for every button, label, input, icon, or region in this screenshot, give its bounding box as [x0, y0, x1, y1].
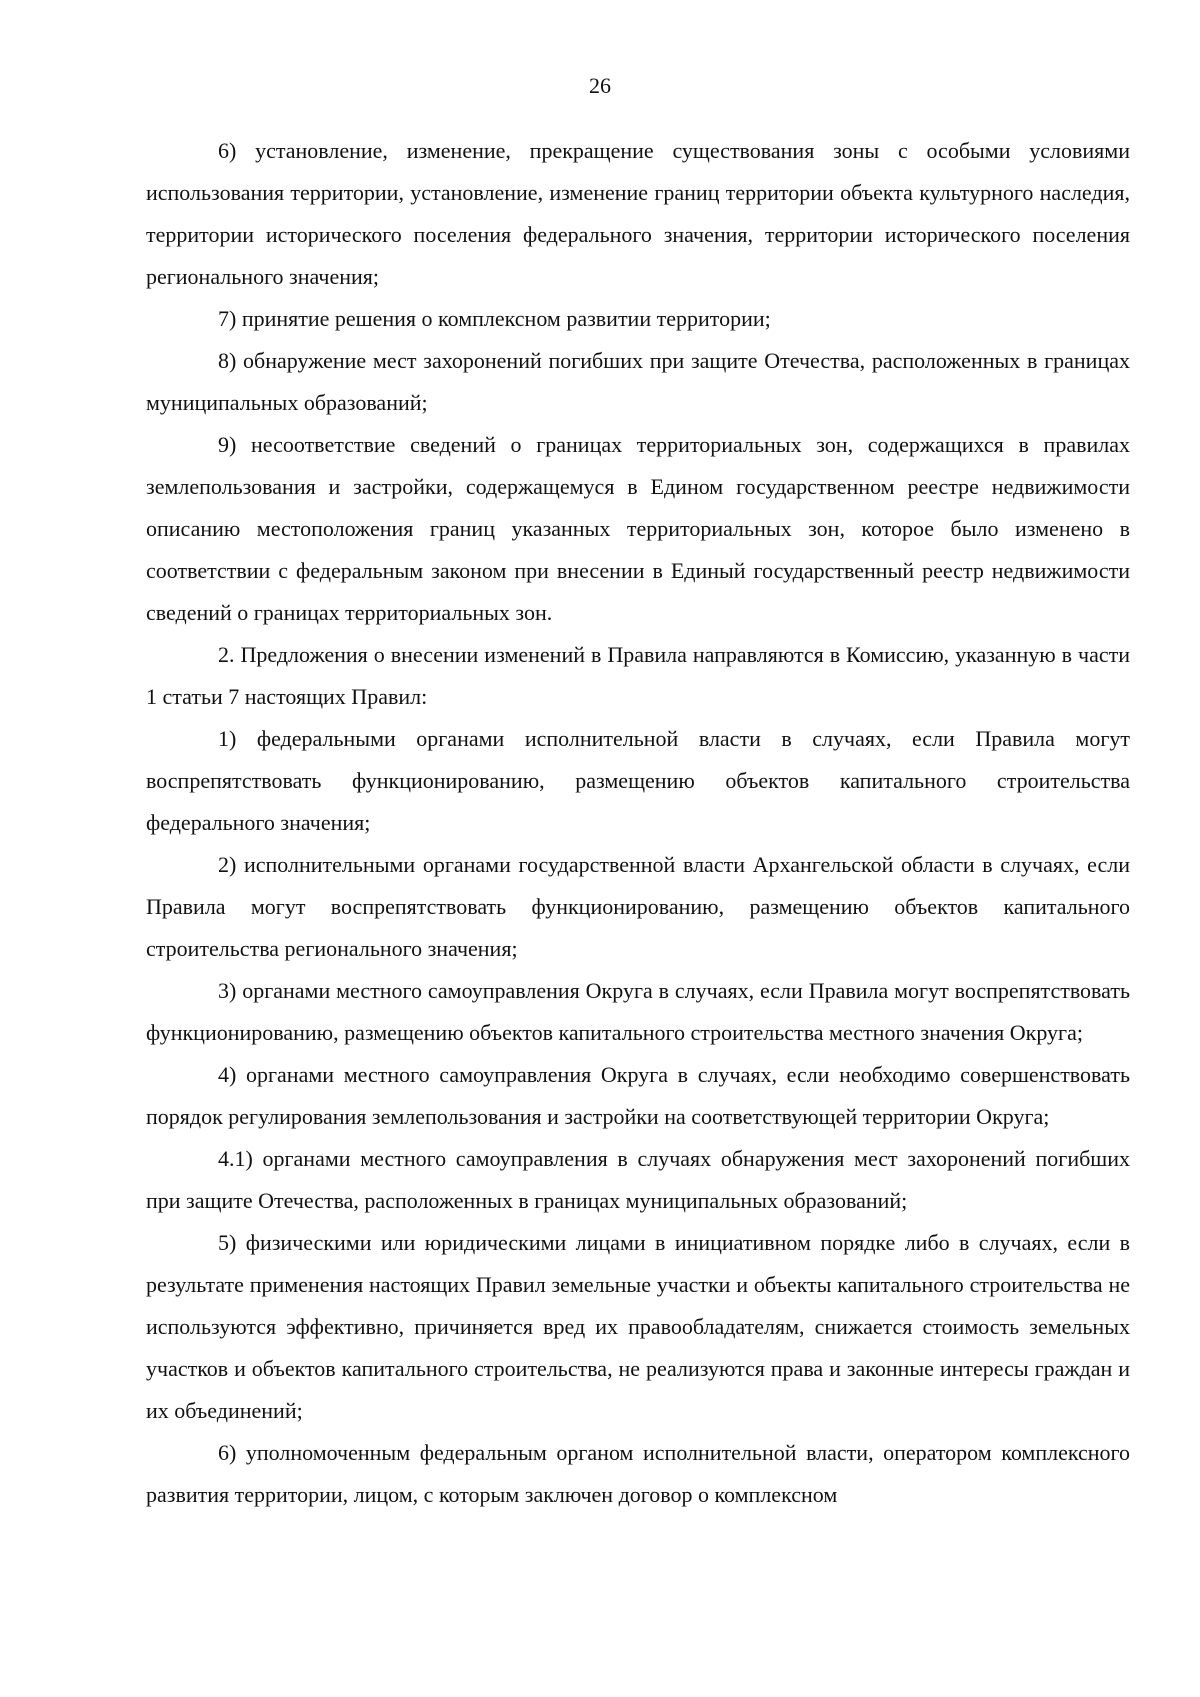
paragraph-subitem-4-1-burials: 4.1) органами местного самоуправления в случаях обнаружения мест захоронений погибших при защите Отечества, расположенных в границах муниципальных образований; — [146, 1146, 1130, 1213]
paragraph-subitem-3-local: 3) органами местного самоуправления Округа в случаях, если Правила могут воспрепятствовать функционированию, размещению объектов капитального строительства местного значения Округа; — [146, 978, 1130, 1045]
paragraph-subitem-4-local-improve: 4) органами местного самоуправления Округа в случаях, если необходимо совершенствовать порядок регулирования землепользования и застройки на соответствующей территории Округа; — [146, 1062, 1130, 1129]
page-number: 26 — [589, 73, 611, 98]
paragraph-item-6-zones: 6) установление, изменение, прекращение существования зоны с особыми условиями использования территории, установление, изменение границ территории объекта культурного наследия, территории исторического поселения федерального значения, территории исторического поселения регионального значения; — [146, 138, 1130, 289]
paragraph-subitem-6-authorized: 6) уполномоченным федеральным органом исполнительной власти, оператором комплексного развития территории, лицом, с которым заключен договор о комплексном — [146, 1440, 1130, 1507]
paragraph-item-7-complex-development: 7) принятие решения о комплексном развитии территории; — [218, 306, 771, 331]
paragraph-section-2: 2. Предложения о внесении изменений в Правила направляются в Комиссию, указанную в части 1 статьи 7 настоящих Правил: — [146, 642, 1130, 709]
paragraph-subitem-2-regional: 2) исполнительными органами государственной власти Архангельской области в случаях, если Правила могут воспрепятствовать функционированию, размещению объектов капитального строительства регионального значения; — [146, 852, 1130, 961]
paragraph-subitem-5-persons: 5) физическими или юридическими лицами в инициативном порядке либо в случаях, если в результате применения настоящих Правил земельные участки и объекты капитального строительства не используются эффективно, причиняется вред их правообладателям, снижается стоимость земельных участков и объектов капитального строительства, не реализуются права и законные интересы граждан и их объединений; — [146, 1230, 1130, 1423]
paragraph-item-9-mismatch: 9) несоответствие сведений о границах территориальных зон, содержащихся в правилах землепользования и застройки, содержащемуся в Едином государственном реестре недвижимости описанию местоположения границ указанных территориальных зон, которое было изменено в соответствии с федеральным законом при внесении в Единый государственный реестр недвижимости сведений о границах территориальных зон. — [146, 432, 1130, 625]
document-body — [146, 130, 1130, 1516]
paragraph-subitem-1-federal: 1) федеральными органами исполнительной власти в случаях, если Правила могут воспрепятствовать функционированию, размещению объектов капитального строительства федерального значения; — [146, 726, 1130, 835]
paragraph-item-8-burials: 8) обнаружение мест захоронений погибших при защите Отечества, расположенных в границах муниципальных образований; — [146, 348, 1130, 415]
